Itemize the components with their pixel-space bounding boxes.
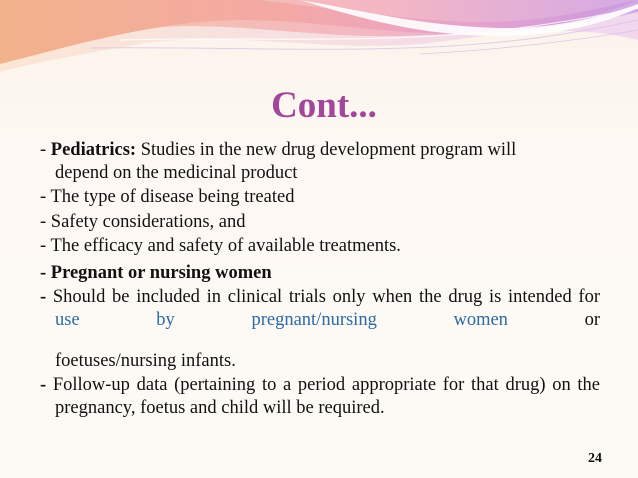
followup-paragraph [40, 374, 600, 419]
bullet: - [40, 287, 53, 307]
header-decoration [0, 0, 638, 80]
pediatrics-line [40, 139, 600, 162]
should-include-paragraph [40, 286, 600, 331]
page-number: 24 [588, 451, 602, 466]
item-efficacy: - The efficacy and safety of available treatments. [40, 236, 401, 256]
should-include-text: Should be included in clinical trials only when the drug is intended for [52, 287, 600, 307]
pediatrics-text: Studies in the new drug development program will [136, 140, 517, 160]
slide-body [40, 139, 600, 438]
followup-text: Follow-up data (pertaining to a period appropriate for that drug) on the pregnancy, foetus and child will be required. [52, 375, 600, 418]
item-disease: - The type of disease being treated [40, 187, 295, 207]
highlight-text: use by pregnant/nursing women [55, 309, 508, 330]
bullet: - [40, 140, 51, 160]
slide-title: Cont... [271, 85, 377, 126]
item-safety: - Safety considerations, and [40, 211, 246, 232]
pregnant-heading: - Pregnant or nursing women [40, 262, 272, 283]
should-include-after: or [507, 309, 600, 330]
pediatrics-label: Pediatrics: [50, 140, 137, 160]
bullet: - [40, 375, 53, 395]
should-include-line3: foetuses/nursing infants. [55, 350, 236, 371]
pediatrics-continuation: depend on the medicinal product [55, 162, 298, 183]
